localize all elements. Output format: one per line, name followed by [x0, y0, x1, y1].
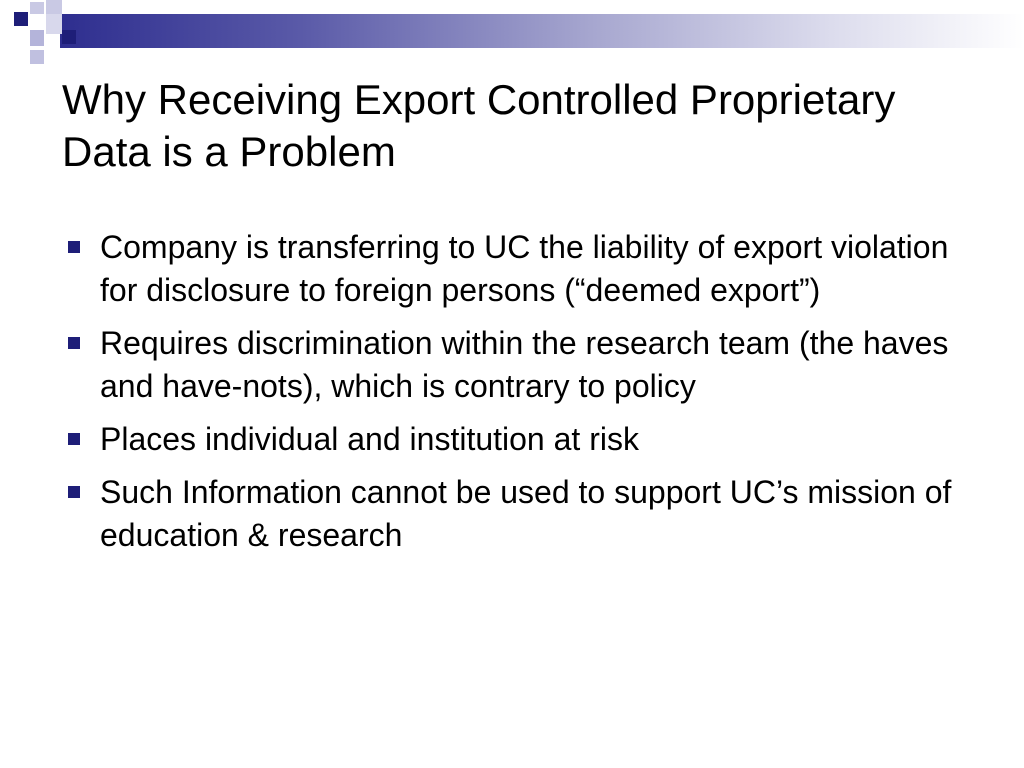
- bullet-item: [64, 471, 984, 557]
- decorative-square: [14, 30, 28, 44]
- bullet-item: [64, 322, 984, 408]
- header-gradient-band: [60, 14, 1024, 48]
- decorative-square: [62, 30, 76, 44]
- bullet-text: Company is transferring to UC the liability of export violation for disclosure to foreign persons (“deemed export”): [100, 229, 949, 308]
- square-bullet-icon: [68, 337, 80, 349]
- bullet-text: Places individual and institution at risk: [100, 421, 639, 457]
- square-bullet-icon: [68, 433, 80, 445]
- bullet-text: Requires discrimination within the research team (the haves and have-nots), which is contrary to policy: [100, 325, 949, 404]
- decorative-square: [30, 30, 44, 46]
- bullet-text: Such Information cannot be used to support UC’s mission of education & research: [100, 474, 952, 553]
- decorative-square: [46, 0, 62, 14]
- square-bullet-icon: [68, 241, 80, 253]
- decorative-square: [14, 12, 28, 26]
- decorative-square: [30, 50, 44, 64]
- slide-title: Why Receiving Export Controlled Proprietary Data is a Problem: [62, 76, 896, 175]
- bullet-item: [64, 226, 984, 312]
- square-bullet-icon: [68, 486, 80, 498]
- decorative-square: [30, 2, 44, 14]
- decorative-square: [46, 14, 62, 34]
- bullet-list: [64, 226, 984, 567]
- bullet-item: [64, 418, 984, 461]
